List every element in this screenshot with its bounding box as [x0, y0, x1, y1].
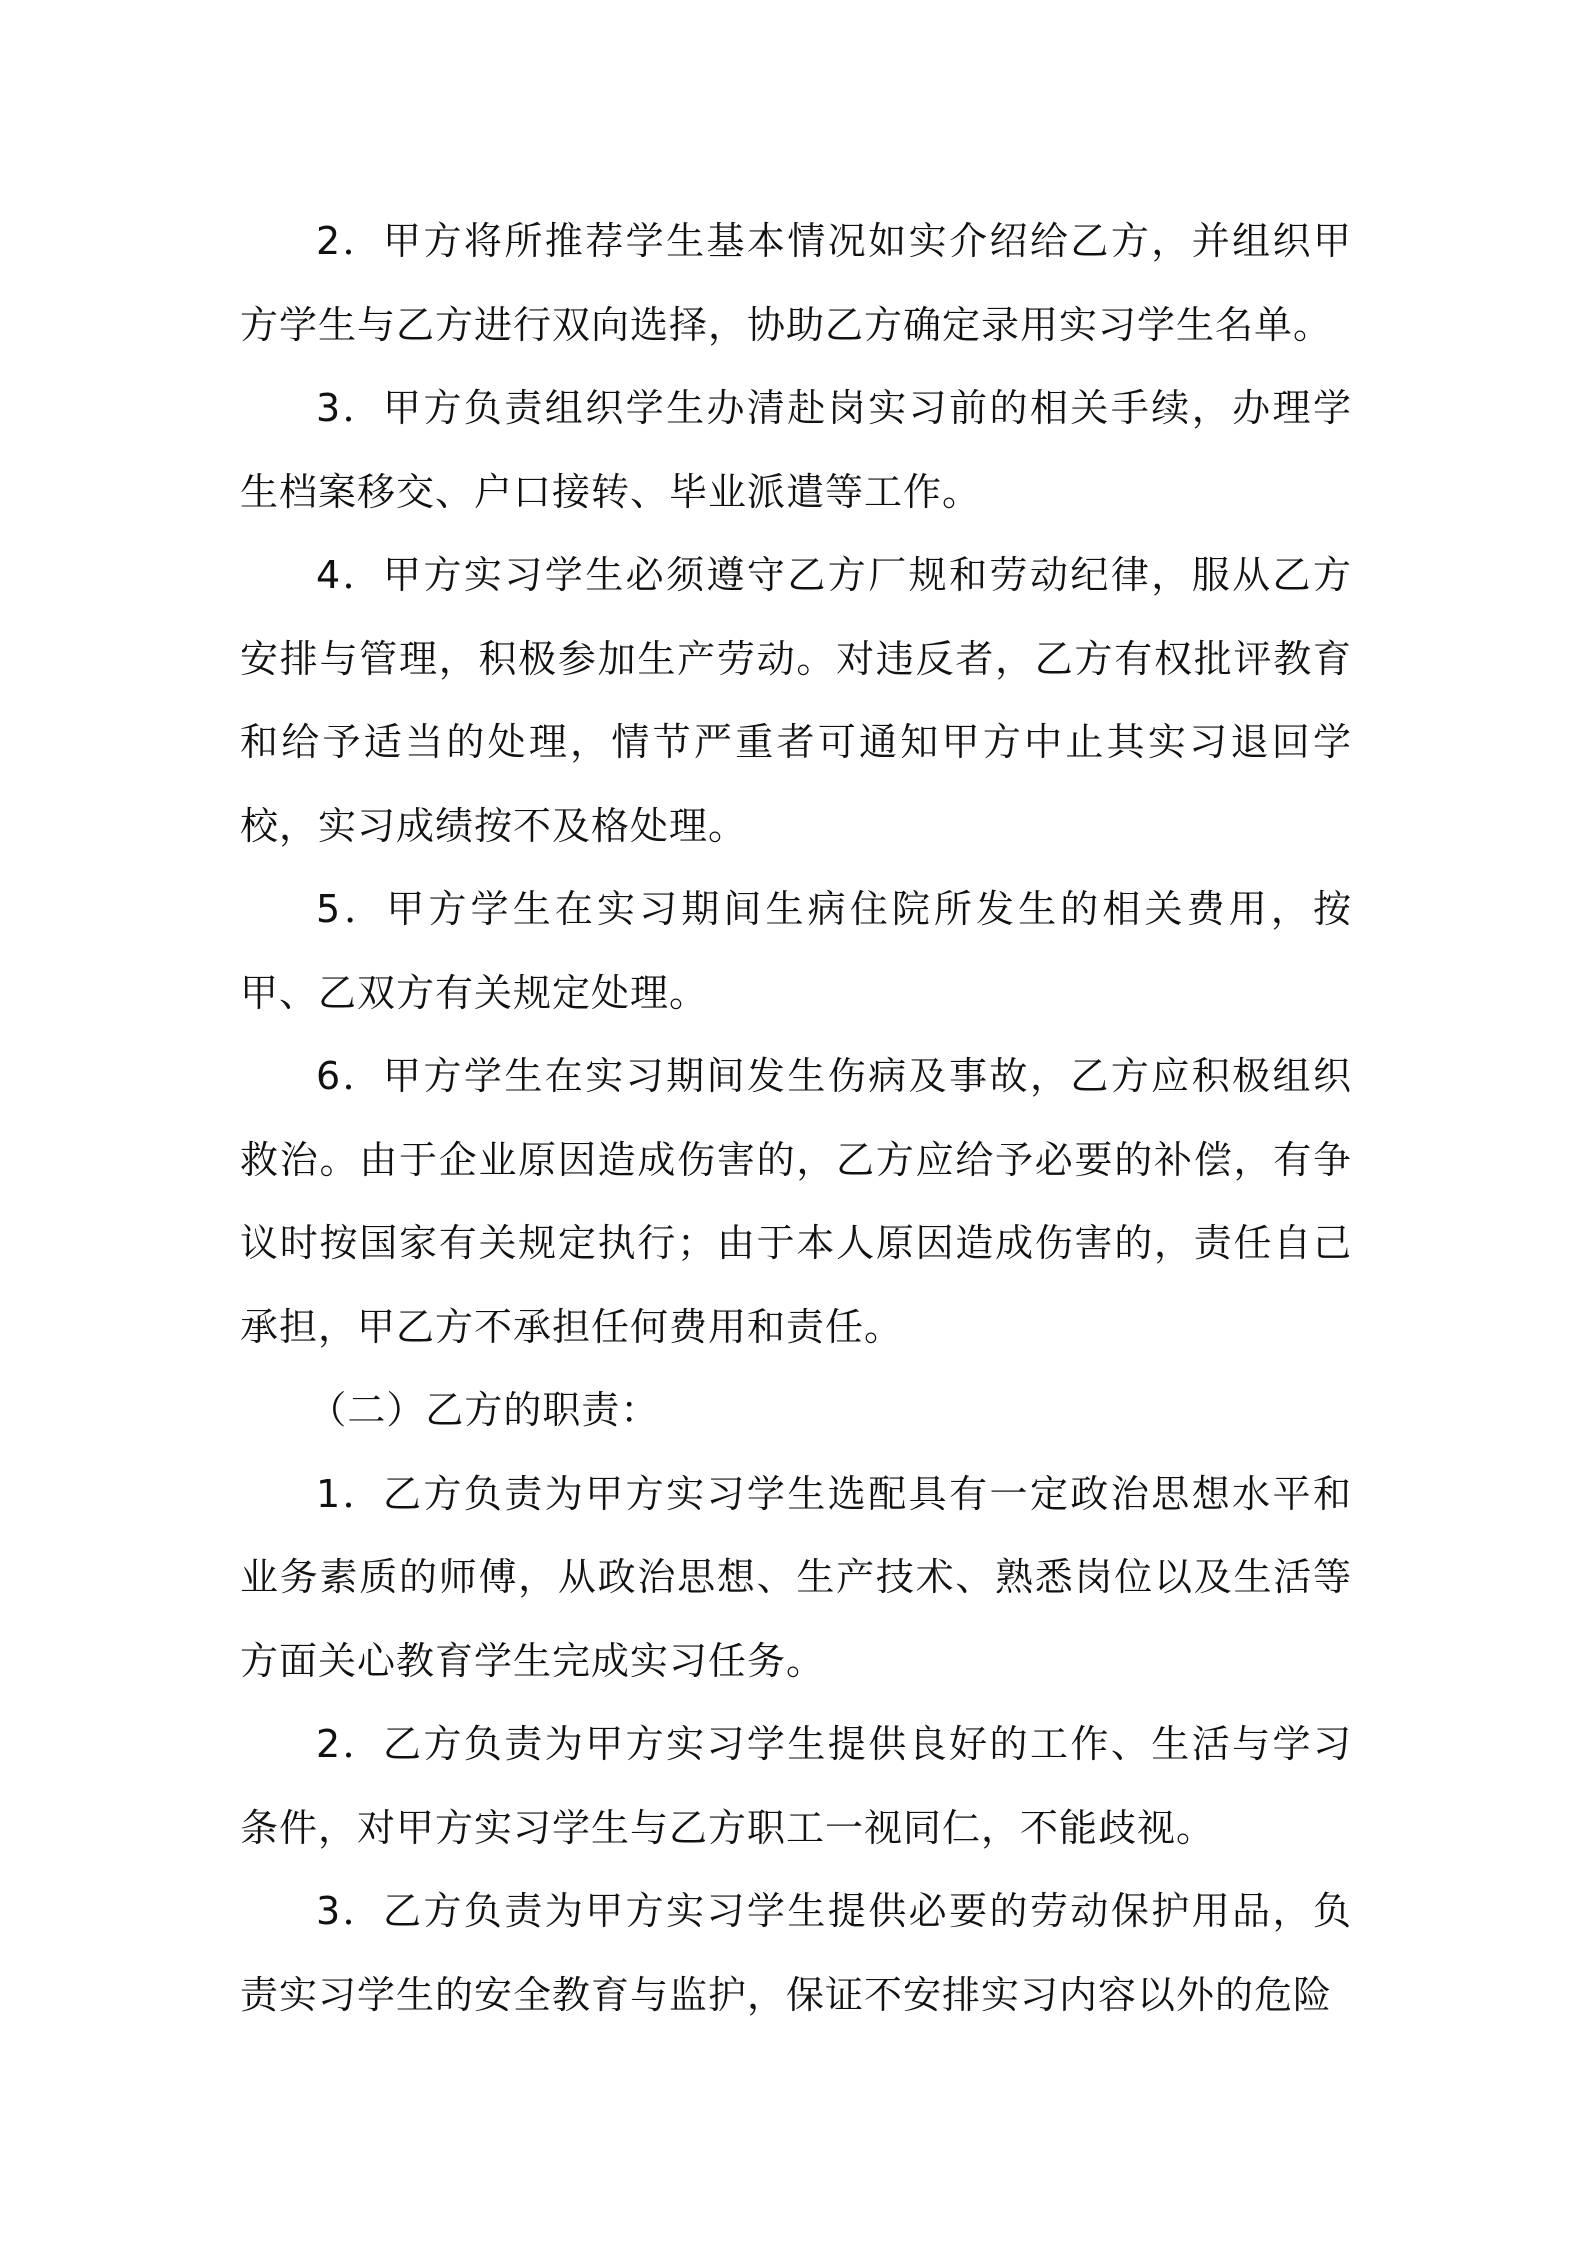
paragraph-item-3-party-b: 3．乙方负责为甲方实习学生提供必要的劳动保护用品，负责实习学生的安全教育与监护，保证不安排实习内容以外的危险 — [240, 1889, 1352, 2017]
paragraph-item-2-party-b: 2．乙方负责为甲方实习学生提供良好的工作、生活与学习条件，对甲方实习学生与乙方职工一视同仁，不能歧视。 — [240, 1722, 1352, 1850]
paragraph-item-5-party-a: 5．甲方学生在实习期间生病住院所发生的相关费用，按甲、乙双方有关规定处理。 — [240, 887, 1352, 1015]
paragraph-item-1-party-b: 1．乙方负责为甲方实习学生选配具有一定政治思想水平和业务素质的师傅，从政治思想、生产技术、熟悉岗位以及生活等方面关心教育学生完成实习任务。 — [240, 1471, 1352, 1683]
paragraph-item-2-party-a: 2．甲方将所推荐学生基本情况如实介绍给乙方，并组织甲方学生与乙方进行双向选择，协助乙方确定录用实习学生名单。 — [240, 219, 1352, 347]
paragraph-item-3-party-a: 3．甲方负责组织学生办清赴岗实习前的相关手续，办理学生档案移交、户口接转、毕业派遣等工作。 — [240, 386, 1352, 514]
document-body — [240, 200, 1352, 2037]
section-heading-party-b-duties: （二）乙方的职责： — [308, 1388, 660, 1432]
paragraph-item-4-party-a: 4．甲方实习学生必须遵守乙方厂规和劳动纪律，服从乙方安排与管理，积极参加生产劳动。对违反者，乙方有权批评教育和给予适当的处理，情节严重者可通知甲方中止其实习退回学校，实习成绩按不及格处理。 — [240, 553, 1352, 848]
paragraph-item-6-party-a: 6．甲方学生在实习期间发生伤病及事故，乙方应积极组织救治。由于企业原因造成伤害的，乙方应给予必要的补偿，有争议时按国家有关规定执行；由于本人原因造成伤害的，责任自己承担，甲乙方不承担任何费用和责任。 — [240, 1054, 1352, 1349]
